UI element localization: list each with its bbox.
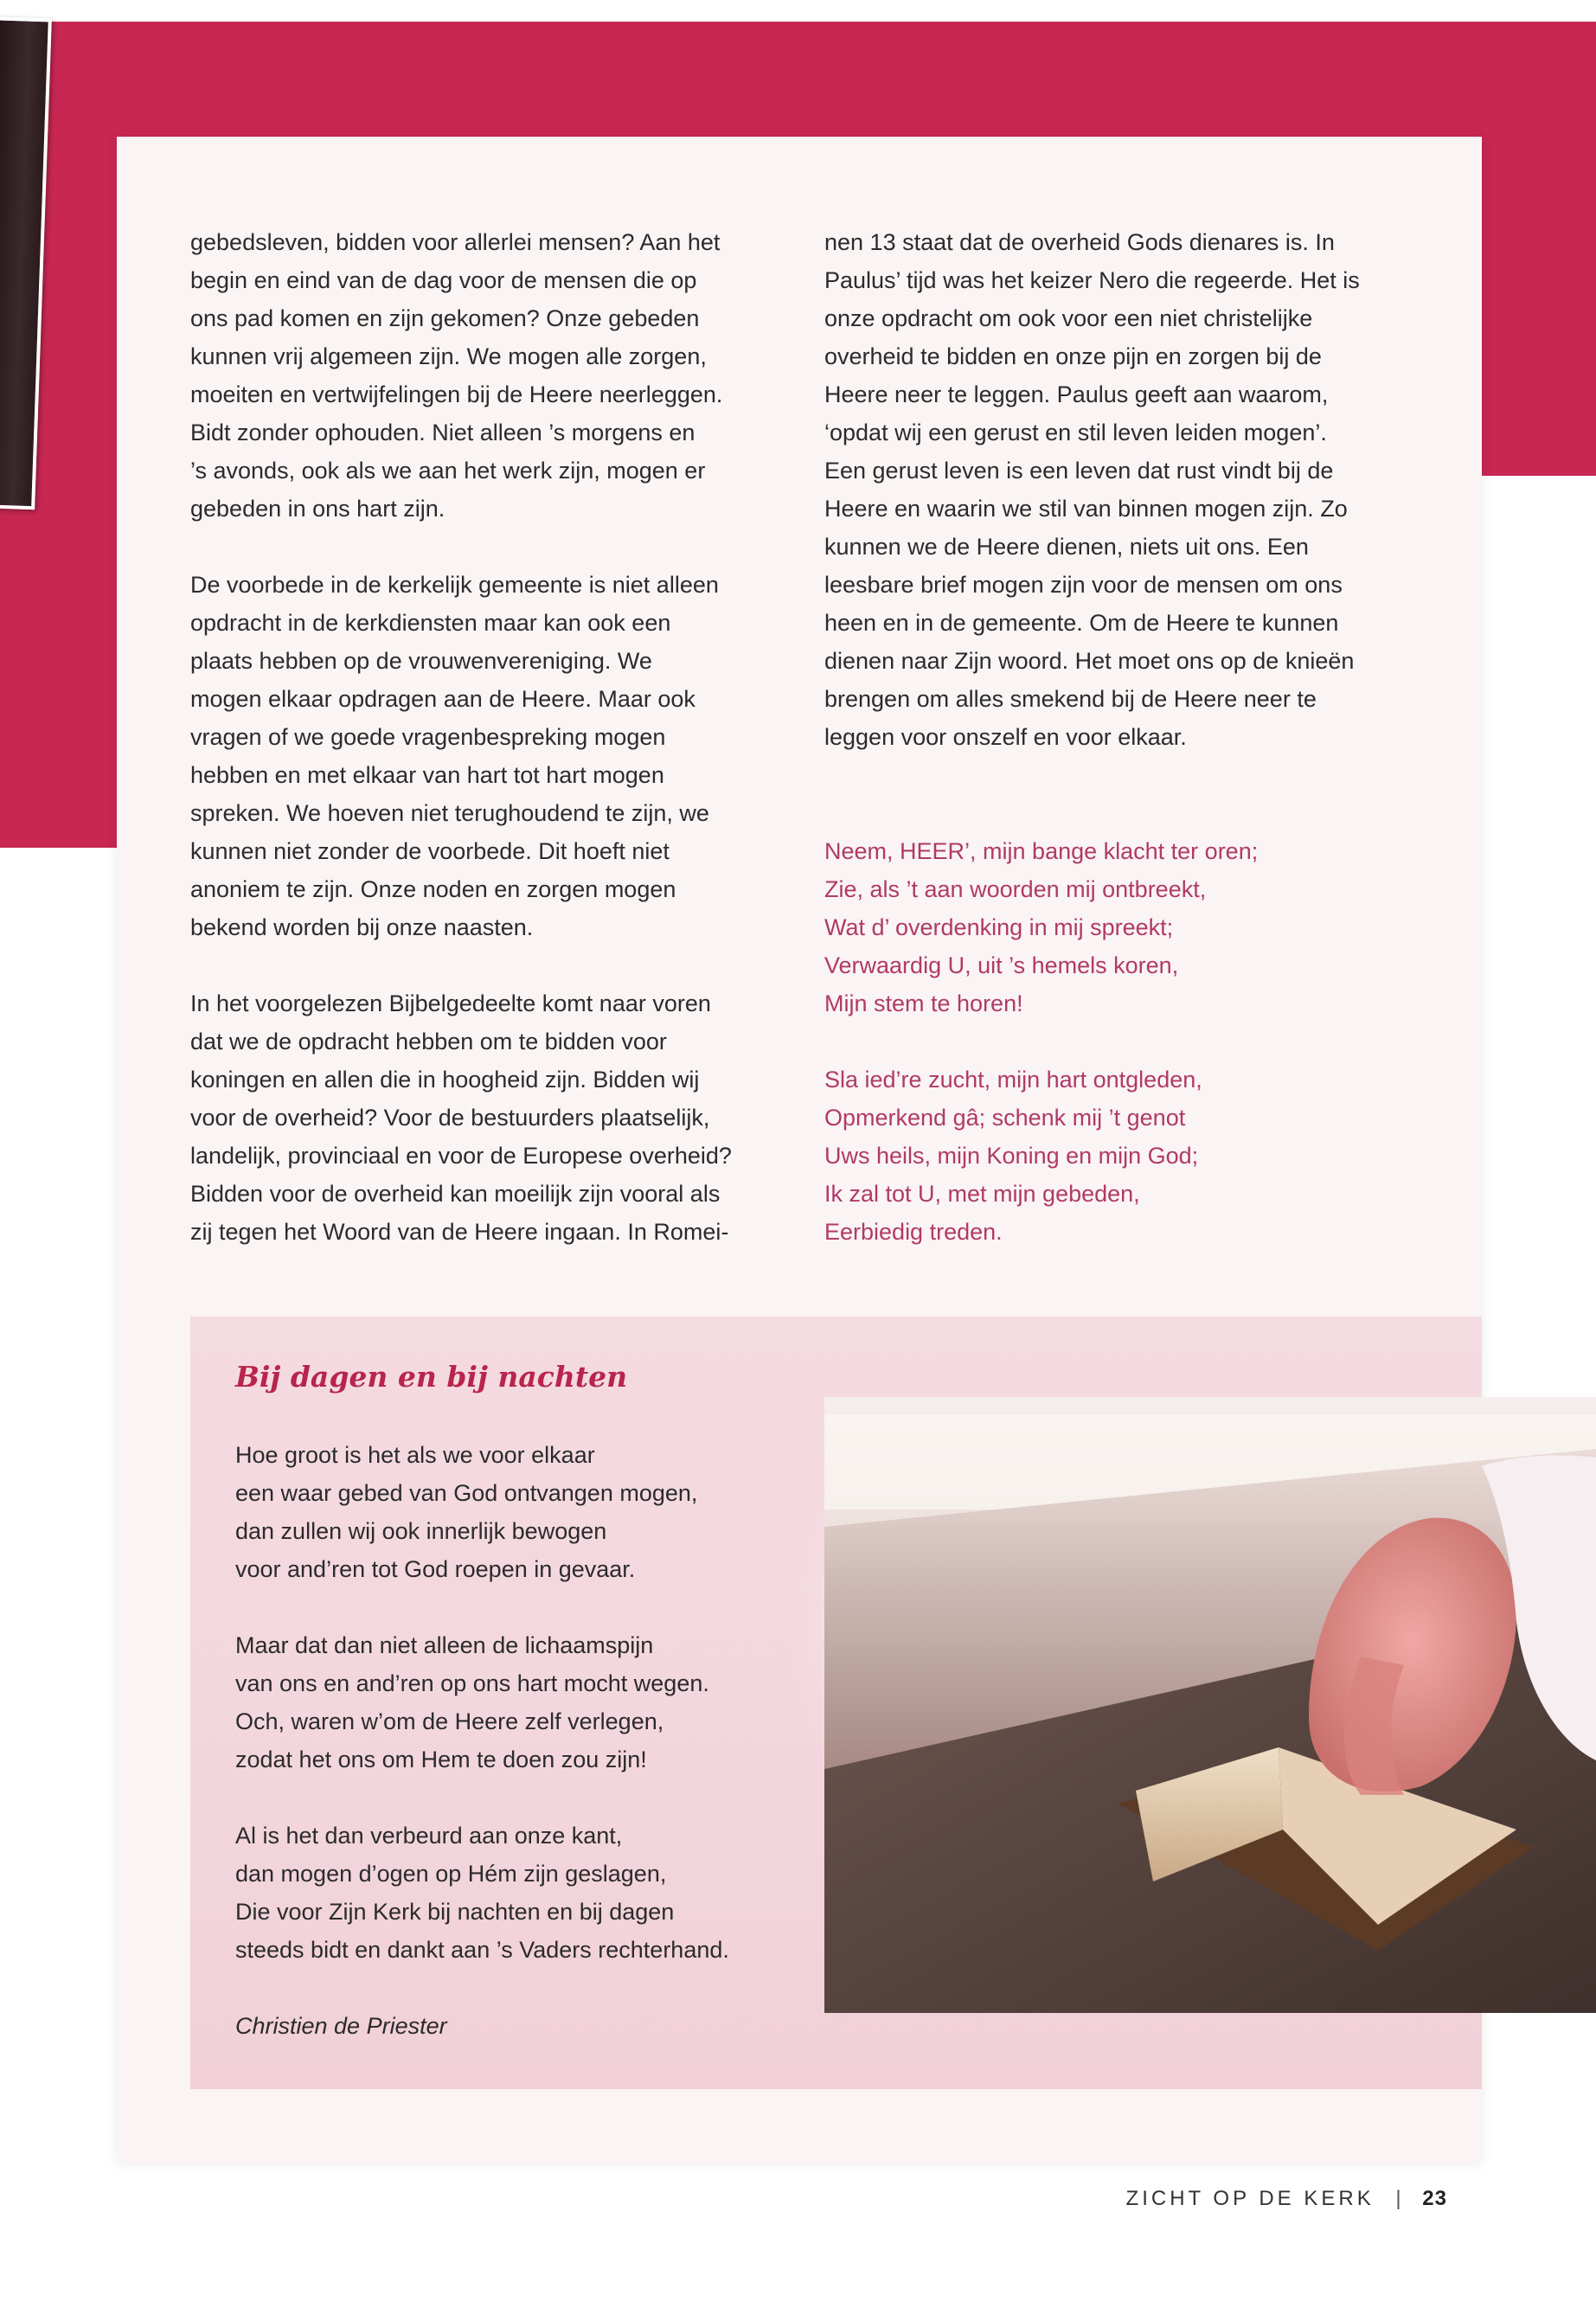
article-left-column — [190, 223, 779, 1289]
praying-hands-illustration — [824, 1397, 1596, 2013]
poem-text — [235, 1436, 806, 2083]
praying-hands-photo — [824, 1397, 1596, 2013]
page-number: 23 — [1422, 2187, 1447, 2210]
poem-stanza: Maar dat dan niet alleen de lichaamspijn van ons en and’ren op ons hart mocht wegen. Och, waren w’om de Heere zelf verlegen, zodat het ons om Hem te doen zou zijn! — [235, 1632, 709, 1772]
paragraph: gebedsleven, bidden voor allerlei mensen? Aan het begin en eind van de dag voor de mensen die op ons pad komen en zijn gekomen? Onze gebeden kunnen vrij algemeen zijn. We mogen alle zorgen, moeiten en vertwijfelingen bij de Heere neerleggen. Bidt zonder ophouden. Niet alleen ’s morgens en ’s avonds, ook als we aan het werk zijn, mogen er gebeden in ons hart zijn. — [190, 229, 723, 522]
footer-separator: | — [1395, 2187, 1401, 2210]
magazine-name: ZICHT OP DE KERK — [1125, 2187, 1375, 2210]
psalm-verse: Sla ied’re zucht, mijn hart ontgleden, Opmerkend gâ; schenk mij ’t genot Uws heils, mijn Koning en mijn God; Ik zal tot U, met mijn gebeden, Eerbiedig treden. — [824, 1067, 1202, 1245]
paragraph: In het voorgelezen Bijbelgedeelte komt naar voren dat we de opdracht hebben om te bidden voor koningen en allen die in hoogheid zijn. Bidden wij voor de overheid? Voor de bestuurders plaatselijk, landelijk, provinciaal en voor de Europese overheid? Bidden voor de overheid kan moeilijk zijn vooral als zij tegen het Woord van de Heere ingaan. In Romei- — [190, 990, 732, 1245]
poem-author: Christien de Priester — [235, 2013, 447, 2039]
page-footer — [1126, 2187, 1447, 2211]
paragraph: nen 13 staat dat de overheid Gods dienares is. In Paulus’ tijd was het keizer Nero die regeerde. Het is onze opdracht om ook voor een niet christelijke overheid te bidden en onze pijn en zorgen bij de Heere neer te leggen. Paulus geeft aan waarom, ‘opdat wij een gerust en stil leven leiden mogen’. Een gerust leven is een leven dat rust vindt bij de Heere en waarin we stil van binnen mogen zijn. Zo kunnen we de Heere dienen, niets uit ons. Een leesbare brief mogen zijn voor de mensen om ons heen en in de gemeente. Om de Heere te kunnen dienen naar Zijn woord. Het moet ons op de knieën brengen om alles smekend bij de Heere neer te leggen voor onszelf en voor elkaar. — [824, 229, 1360, 750]
poem-stanza: Hoe groot is het als we voor elkaar een waar gebed van God ontvangen mogen, dan zullen wij ook innerlijk bewogen voor and’ren tot God roepen in gevaar. — [235, 1442, 698, 1582]
psalm-verse: Neem, HEER’, mijn bange klacht ter oren; Zie, als ’t aan woorden mij ontbreekt, Wat d’ overdenking in mij spreekt; Verwaardig U, uit ’s hemels koren, Mijn stem te horen! — [824, 838, 1259, 1016]
article-right-column — [824, 223, 1421, 1289]
poem-title: Bij dagen en bij nachten — [235, 1360, 628, 1394]
paragraph: De voorbede in de kerkelijk gemeente is niet alleen opdracht in de kerkdiensten maar kan ook een plaats hebben op de vrouwenvereniging. We mogen elkaar opdragen aan de Heere. Maar ook vragen of we goede vragenbespreking mogen hebben en met elkaar van hart tot hart mogen spreken. We hoeven niet terughoudend te zijn, we kunnen niet zonder de voorbede. Dit hoeft niet anoniem te zijn. Onze noden en zorgen mogen bekend worden bij onze naasten. — [190, 572, 719, 940]
poem-stanza: Al is het dan verbeurd aan onze kant, dan mogen d’ogen op Hém zijn geslagen, Die voor Zijn Kerk bij nachten en bij dagen steeds bidt en dankt aan ’s Vaders rechterhand. — [235, 1823, 729, 1963]
